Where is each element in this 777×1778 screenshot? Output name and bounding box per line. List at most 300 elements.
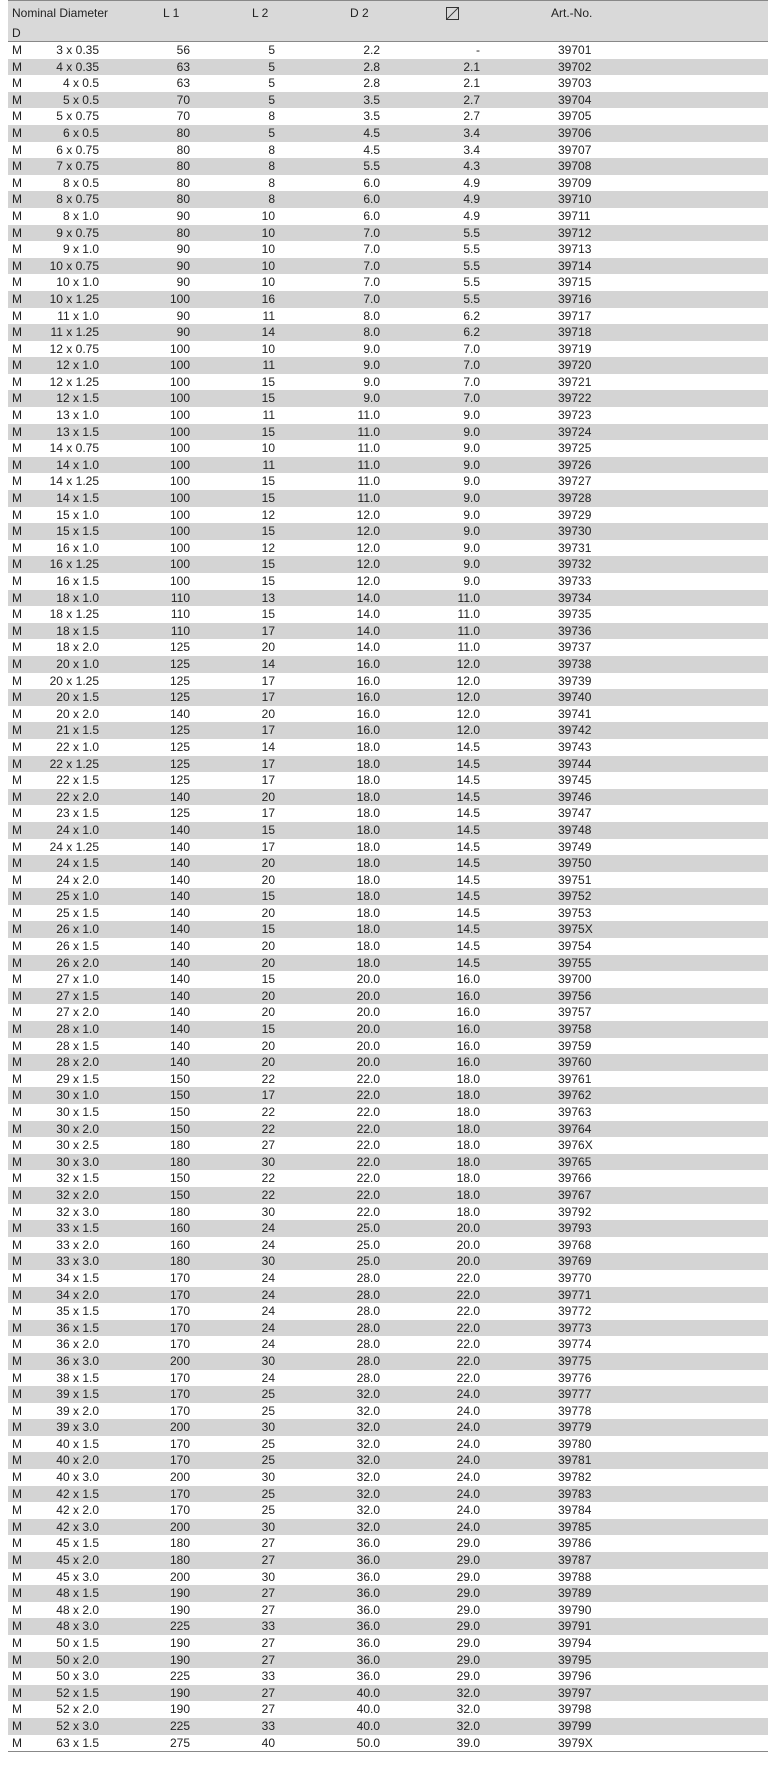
diameter-value: 14.5 <box>456 822 480 837</box>
nominal-size: 22 x 1.0 <box>56 739 99 754</box>
d2-value: 6.0 <box>363 208 380 223</box>
l1-value: 90 <box>176 242 190 257</box>
l1-value: 90 <box>176 208 190 223</box>
article-number: 39763 <box>558 1105 592 1119</box>
table-row <box>8 490 768 507</box>
article-number: 39774 <box>558 1337 592 1352</box>
d2-value: 20.0 <box>356 1022 380 1037</box>
l1-value: 200 <box>169 1519 190 1534</box>
d2-value: 8.0 <box>363 308 380 323</box>
nominal-size: 39 x 2.0 <box>56 1403 99 1418</box>
article-number: 39706 <box>558 125 592 140</box>
table-row <box>8 1486 768 1503</box>
table-row <box>8 407 768 424</box>
table-row <box>8 822 768 839</box>
l2-value: 15 <box>261 889 275 904</box>
nominal-size: 48 x 2.0 <box>56 1602 99 1617</box>
nominal-size: 24 x 1.25 <box>49 839 99 854</box>
article-number: 39782 <box>558 1470 592 1485</box>
thread-prefix: M <box>12 457 22 472</box>
l2-value: 15 <box>261 972 275 987</box>
l1-value: 140 <box>169 1038 190 1053</box>
nominal-size: 16 x 1.0 <box>56 540 99 555</box>
d2-value: 36.0 <box>356 1536 380 1551</box>
diameter-value: 18.0 <box>456 1154 480 1169</box>
article-number: 39746 <box>558 789 592 804</box>
nominal-size: 6 x 0.75 <box>56 142 99 157</box>
d2-value: 4.5 <box>363 142 380 157</box>
thread-prefix: M <box>12 325 22 340</box>
d2-value: 9.0 <box>363 341 380 356</box>
d2-value: 16.0 <box>356 723 380 738</box>
l1-value: 140 <box>169 988 190 1003</box>
d2-value: 16.0 <box>356 673 380 688</box>
thread-prefix: M <box>12 1154 22 1169</box>
l2-value: 10 <box>261 208 275 223</box>
article-number: 3975X <box>558 922 593 937</box>
d2-value: 20.0 <box>356 988 380 1003</box>
table-row <box>8 1519 768 1536</box>
l1-value: 190 <box>169 1602 190 1617</box>
table-row <box>8 308 768 325</box>
l1-value: 100 <box>169 540 190 555</box>
l1-value: 63 <box>176 59 190 74</box>
thread-prefix: M <box>12 1519 22 1534</box>
article-number: 39712 <box>558 225 592 240</box>
thread-prefix: M <box>12 1353 22 1368</box>
nominal-size: 30 x 2.5 <box>56 1138 99 1153</box>
nominal-size: 23 x 1.5 <box>56 806 99 821</box>
l2-value: 15 <box>261 474 275 489</box>
diameter-value: 4.9 <box>463 175 480 190</box>
l2-value: 30 <box>261 1154 275 1169</box>
nominal-size: 13 x 1.0 <box>56 408 99 423</box>
article-number: 39742 <box>558 723 592 738</box>
article-number: 39777 <box>558 1387 592 1402</box>
l2-value: 24 <box>261 1370 275 1385</box>
l2-value: 17 <box>261 773 275 788</box>
l1-value: 125 <box>169 673 190 688</box>
thread-prefix: M <box>12 1619 22 1634</box>
l2-value: 25 <box>261 1453 275 1468</box>
d2-value: 20.0 <box>356 972 380 987</box>
nominal-size: 15 x 1.0 <box>56 507 99 522</box>
thread-prefix: M <box>12 889 22 904</box>
l1-value: 190 <box>169 1636 190 1650</box>
d2-value: 20.0 <box>356 1005 380 1020</box>
d2-value: 14.0 <box>356 607 380 622</box>
table-row <box>8 1220 768 1237</box>
l2-value: 5 <box>268 59 275 74</box>
diameter-value: 24.0 <box>456 1470 480 1485</box>
d2-value: 32.0 <box>356 1519 380 1534</box>
table-row <box>8 374 768 391</box>
d2-value: 11.0 <box>357 408 380 423</box>
nominal-size: 3 x 0.35 <box>56 43 99 57</box>
diameter-value: 16.0 <box>456 1038 480 1053</box>
article-number: 39714 <box>558 258 592 273</box>
l1-value: 170 <box>169 1370 190 1385</box>
nominal-size: 9 x 1.0 <box>62 242 99 257</box>
nominal-size: 52 x 3.0 <box>56 1718 99 1733</box>
l2-value: 11 <box>262 457 275 472</box>
l2-value: 17 <box>261 1088 275 1103</box>
l1-value: 100 <box>169 557 190 572</box>
l1-value: 125 <box>169 640 190 655</box>
article-number: 39793 <box>558 1221 592 1236</box>
d2-value: 28.0 <box>356 1370 380 1385</box>
l2-value: 25 <box>261 1403 275 1418</box>
l2-value: 5 <box>268 43 275 57</box>
l2-value: 10 <box>261 275 275 290</box>
table-row <box>8 772 768 789</box>
header-d: D <box>12 26 21 40</box>
l2-value: 8 <box>268 109 275 124</box>
nominal-size: 48 x 3.0 <box>56 1619 99 1634</box>
l1-value: 80 <box>176 175 190 190</box>
diameter-value: 11.0 <box>457 623 480 638</box>
l1-value: 150 <box>169 1187 190 1202</box>
l2-value: 24 <box>261 1337 275 1352</box>
thread-prefix: M <box>12 43 22 57</box>
table-row <box>8 1469 768 1486</box>
diameter-value: 9.0 <box>463 491 480 506</box>
diameter-value: 14.5 <box>456 939 480 954</box>
article-number: 39771 <box>558 1287 592 1302</box>
nominal-size: 10 x 0.75 <box>49 258 99 273</box>
table-row <box>8 1121 768 1138</box>
l1-value: 140 <box>169 872 190 887</box>
d2-value: 11.0 <box>357 474 380 489</box>
article-number: 39770 <box>558 1270 592 1285</box>
d2-value: 8.0 <box>363 325 380 340</box>
l2-value: 27 <box>261 1586 275 1601</box>
nominal-size: 50 x 1.5 <box>56 1636 99 1650</box>
nominal-size: 20 x 1.0 <box>56 656 99 671</box>
nominal-size: 22 x 2.0 <box>56 789 99 804</box>
article-number: 39744 <box>558 756 592 771</box>
article-number: 39789 <box>558 1586 592 1601</box>
l1-value: 150 <box>169 1105 190 1119</box>
table-row <box>8 1370 768 1387</box>
thread-prefix: M <box>12 1171 22 1186</box>
thread-prefix: M <box>12 723 22 738</box>
nominal-size: 25 x 1.0 <box>56 889 99 904</box>
thread-prefix: M <box>12 1055 22 1070</box>
d2-value: 9.0 <box>363 374 380 389</box>
table-row <box>8 1635 768 1652</box>
table-row <box>8 573 768 590</box>
article-number: 39723 <box>558 408 592 423</box>
article-number: 39764 <box>558 1121 592 1136</box>
d2-value: 18.0 <box>356 922 380 937</box>
l1-value: 80 <box>176 159 190 174</box>
d2-value: 9.0 <box>363 358 380 373</box>
nominal-size: 22 x 1.5 <box>56 773 99 788</box>
thread-prefix: M <box>12 1204 22 1219</box>
table-row <box>8 905 768 922</box>
diameter-value: 5.5 <box>463 291 480 306</box>
d2-value: 14.0 <box>356 590 380 605</box>
l2-value: 20 <box>261 640 275 655</box>
article-number: 39762 <box>558 1088 592 1103</box>
thread-prefix: M <box>12 1669 22 1684</box>
l2-value: 10 <box>261 341 275 356</box>
thread-prefix: M <box>12 1387 22 1402</box>
article-number: 39751 <box>558 872 592 887</box>
article-number: 39792 <box>558 1204 592 1219</box>
nominal-size: 50 x 3.0 <box>56 1669 99 1684</box>
thread-prefix: M <box>12 557 22 572</box>
l2-value: 15 <box>261 1022 275 1037</box>
table-row <box>8 1038 768 1055</box>
d2-value: 12.0 <box>356 574 380 588</box>
l1-value: 170 <box>169 1320 190 1335</box>
diameter-value: 7.0 <box>463 341 480 356</box>
nominal-size: 20 x 2.0 <box>56 706 99 721</box>
l1-value: 100 <box>169 574 190 588</box>
thread-prefix: M <box>12 773 22 788</box>
article-number: 39721 <box>558 374 592 389</box>
d2-value: 32.0 <box>356 1486 380 1501</box>
l1-value: 140 <box>169 905 190 920</box>
table-row <box>8 1137 768 1154</box>
nominal-size: 18 x 1.5 <box>56 623 99 638</box>
thread-prefix: M <box>12 1304 22 1319</box>
article-number: 39737 <box>558 640 592 655</box>
l2-value: 15 <box>261 524 275 539</box>
thread-prefix: M <box>12 872 22 887</box>
d2-value: 7.0 <box>363 275 380 290</box>
table-row <box>8 1270 768 1287</box>
l2-value: 15 <box>261 574 275 588</box>
table-header <box>8 0 768 42</box>
article-number: 39727 <box>558 474 592 489</box>
nominal-size: 5 x 0.5 <box>62 92 99 107</box>
diameter-value: 22.0 <box>456 1304 480 1319</box>
table-row <box>8 1104 768 1121</box>
thread-prefix: M <box>12 1470 22 1485</box>
l1-value: 190 <box>169 1702 190 1717</box>
l2-value: 20 <box>261 905 275 920</box>
nominal-size: 20 x 1.25 <box>49 673 99 688</box>
d2-value: 12.0 <box>356 524 380 539</box>
nominal-size: 63 x 1.5 <box>56 1735 99 1750</box>
diameter-value: 6.2 <box>463 308 480 323</box>
l2-value: 8 <box>268 159 275 174</box>
l1-value: 190 <box>169 1586 190 1601</box>
diameter-value: 12.0 <box>456 673 480 688</box>
nominal-size: 28 x 1.0 <box>56 1022 99 1037</box>
d2-value: 40.0 <box>356 1718 380 1733</box>
l1-value: 225 <box>169 1669 190 1684</box>
diameter-value: 12.0 <box>456 706 480 721</box>
diameter-value: 32.0 <box>456 1718 480 1733</box>
diameter-value: 29.0 <box>456 1536 480 1551</box>
table-row <box>8 142 768 159</box>
l1-value: 125 <box>169 739 190 754</box>
nominal-size: 13 x 1.5 <box>56 424 99 439</box>
table-row <box>8 457 768 474</box>
diameter-value: 24.0 <box>456 1436 480 1451</box>
l2-value: 20 <box>261 706 275 721</box>
article-number: 39784 <box>558 1503 592 1518</box>
nominal-size: 5 x 0.75 <box>56 109 99 124</box>
d2-value: 40.0 <box>356 1702 380 1717</box>
table-row <box>8 1569 768 1586</box>
thread-prefix: M <box>12 341 22 356</box>
table-row <box>8 1004 768 1021</box>
l2-value: 40 <box>261 1735 275 1750</box>
article-number: 39722 <box>558 391 592 406</box>
nominal-size: 26 x 1.5 <box>56 939 99 954</box>
diameter-value: 9.0 <box>463 524 480 539</box>
thread-prefix: M <box>12 1121 22 1136</box>
diameter-value: 6.2 <box>463 325 480 340</box>
article-number: 39795 <box>558 1652 592 1667</box>
l2-value: 11 <box>262 408 275 423</box>
l1-value: 80 <box>176 225 190 240</box>
l1-value: 180 <box>169 1204 190 1219</box>
l2-value: 17 <box>261 806 275 821</box>
l2-value: 11 <box>262 358 275 373</box>
l1-value: 170 <box>169 1337 190 1352</box>
l2-value: 27 <box>261 1536 275 1551</box>
table-row <box>8 1237 768 1254</box>
table-row <box>8 158 768 175</box>
l1-value: 170 <box>169 1486 190 1501</box>
diameter-value: 29.0 <box>456 1619 480 1634</box>
thread-prefix: M <box>12 225 22 240</box>
article-number: 39740 <box>558 690 592 705</box>
thread-prefix: M <box>12 291 22 306</box>
nominal-size: 39 x 3.0 <box>56 1420 99 1435</box>
thread-prefix: M <box>12 242 22 257</box>
diameter-value: 22.0 <box>456 1270 480 1285</box>
d2-value: 22.0 <box>356 1187 380 1202</box>
article-number: 39772 <box>558 1304 592 1319</box>
diameter-value: 22.0 <box>456 1337 480 1352</box>
table-row <box>8 955 768 972</box>
nominal-size: 6 x 0.5 <box>62 125 99 140</box>
table-row <box>8 1652 768 1669</box>
nominal-size: 40 x 1.5 <box>56 1436 99 1451</box>
article-number: 39728 <box>558 491 592 506</box>
l1-value: 140 <box>169 889 190 904</box>
l1-value: 100 <box>169 441 190 456</box>
nominal-size: 52 x 2.0 <box>56 1702 99 1717</box>
l1-value: 140 <box>169 939 190 954</box>
diameter-value: 3.4 <box>463 125 480 140</box>
thread-prefix: M <box>12 1553 22 1568</box>
article-number: 39759 <box>558 1038 592 1053</box>
article-number: 39726 <box>558 457 592 472</box>
thread-prefix: M <box>12 1453 22 1468</box>
article-number: 39747 <box>558 806 592 821</box>
thread-prefix: M <box>12 1022 22 1037</box>
article-number: 39707 <box>558 142 592 157</box>
l2-value: 20 <box>261 955 275 970</box>
diameter-value: 20.0 <box>456 1254 480 1269</box>
diameter-value: 24.0 <box>456 1519 480 1534</box>
table-row <box>8 1154 768 1171</box>
nominal-size: 18 x 2.0 <box>56 640 99 655</box>
d2-value: 28.0 <box>356 1270 380 1285</box>
thread-prefix: M <box>12 408 22 423</box>
table-row <box>8 540 768 557</box>
diameter-value: 14.5 <box>456 905 480 920</box>
l1-value: 140 <box>169 972 190 987</box>
article-number: 39701 <box>558 43 592 57</box>
nominal-size: 8 x 0.75 <box>56 192 99 207</box>
d2-value: 28.0 <box>356 1304 380 1319</box>
table-row <box>8 971 768 988</box>
l2-value: 25 <box>261 1387 275 1402</box>
d2-value: 11.0 <box>357 491 380 506</box>
diameter-value: 9.0 <box>463 408 480 423</box>
l2-value: 15 <box>261 822 275 837</box>
l2-value: 8 <box>268 175 275 190</box>
d2-value: 20.0 <box>356 1038 380 1053</box>
d2-value: 50.0 <box>356 1735 380 1750</box>
l2-value: 27 <box>261 1652 275 1667</box>
l1-value: 170 <box>169 1270 190 1285</box>
nominal-size: 33 x 3.0 <box>56 1254 99 1269</box>
table-row <box>8 1353 768 1370</box>
l1-value: 150 <box>169 1088 190 1103</box>
d2-value: 36.0 <box>356 1602 380 1617</box>
d2-value: 25.0 <box>356 1254 380 1269</box>
article-number: 39715 <box>558 275 592 290</box>
l1-value: 275 <box>169 1735 190 1750</box>
diameter-value: 20.0 <box>456 1221 480 1236</box>
thread-prefix: M <box>12 756 22 771</box>
l1-value: 180 <box>169 1138 190 1153</box>
table-row <box>8 1535 768 1552</box>
l1-value: 63 <box>176 76 190 91</box>
l2-value: 25 <box>261 1486 275 1501</box>
d2-value: 25.0 <box>356 1221 380 1236</box>
article-number: 39752 <box>558 889 592 904</box>
nominal-size: 12 x 1.25 <box>49 374 99 389</box>
l1-value: 200 <box>169 1353 190 1368</box>
d2-value: 6.0 <box>363 192 380 207</box>
article-number: 39732 <box>558 557 592 572</box>
d2-value: 36.0 <box>356 1669 380 1684</box>
nominal-size: 11 x 1.0 <box>57 308 99 323</box>
l2-value: 17 <box>261 723 275 738</box>
header-art-no: Art.-No. <box>551 6 593 20</box>
l2-value: 15 <box>261 391 275 406</box>
table-row <box>8 1320 768 1337</box>
nominal-size: 14 x 1.25 <box>49 474 99 489</box>
d2-value: 14.0 <box>356 623 380 638</box>
table-row <box>8 291 768 308</box>
diameter-value: 14.5 <box>456 739 480 754</box>
article-number: 39766 <box>558 1171 592 1186</box>
article-number: 39791 <box>558 1619 592 1634</box>
thread-prefix: M <box>12 739 22 754</box>
diameter-value: 24.0 <box>456 1403 480 1418</box>
nominal-size: 16 x 1.25 <box>49 557 99 572</box>
table-body <box>8 42 768 1751</box>
diameter-value: 12.0 <box>456 656 480 671</box>
diameter-value: 24.0 <box>456 1503 480 1518</box>
article-number: 39760 <box>558 1055 592 1070</box>
thread-prefix: M <box>12 1088 22 1103</box>
nominal-size: 9 x 0.75 <box>56 225 99 240</box>
thread-prefix: M <box>12 275 22 290</box>
